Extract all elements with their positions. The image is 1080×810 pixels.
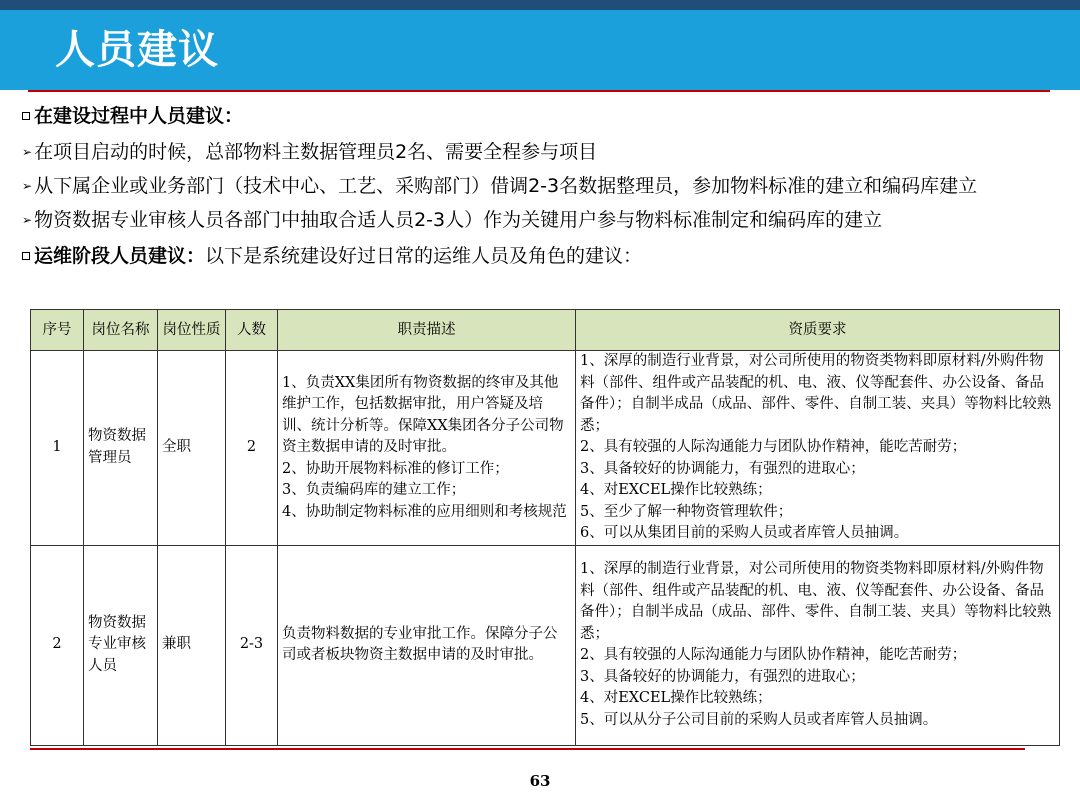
cell-nature: 兼职 xyxy=(158,545,226,745)
header-duties: 职责描述 xyxy=(278,310,576,351)
bullet-list xyxy=(22,98,1057,274)
duty-line: 4、协助制定物料标准的应用细则和考核规范 xyxy=(282,503,567,520)
cell-count: 2 xyxy=(226,351,278,546)
table-row xyxy=(31,545,1060,745)
header-position: 岗位名称 xyxy=(84,310,158,351)
page-number: 63 xyxy=(529,772,551,790)
arrow-bullet-icon: ➢ xyxy=(22,213,33,227)
bullet-text: 在项目启动的时候，总部物料主数据管理员2名、需要全程参与项目 xyxy=(34,141,598,163)
cell-qualifications xyxy=(576,351,1060,546)
arrow-bullet-icon: ➢ xyxy=(22,145,33,159)
qualification-line: 3、具备较好的协调能力，有强烈的进取心； xyxy=(580,460,865,477)
duty-line: 负责物料数据的专业审批工作。保障分子公司或者板块物资主数据申请的及时审批。 xyxy=(282,625,558,663)
cell-duties xyxy=(278,545,576,745)
header-qualifications: 资质要求 xyxy=(576,310,1060,351)
qualification-line: 2、具有较强的人际沟通能力与团队协作精神，能吃苦耐劳； xyxy=(580,647,967,663)
cell-qualifications xyxy=(576,545,1060,745)
top-strip xyxy=(0,0,1080,10)
cell-duties xyxy=(278,351,576,546)
table-row xyxy=(31,351,1060,546)
cell-position: 物资数据专业审核人员 xyxy=(84,545,158,745)
bullet-item xyxy=(22,134,1057,170)
bullet-text: 在建设过程中人员建议： xyxy=(34,105,244,127)
square-bullet-icon xyxy=(22,112,30,120)
duty-line: 1、负责XX集团所有物资数据的终审及其他维护工作，包括数据审批，用户答疑及培训、统计分析等。保障XX集团各分子公司物资主数据申请的及时审批。 xyxy=(282,374,564,455)
bullet-item xyxy=(22,170,1057,202)
duty-line: 3、负责编码库的建立工作； xyxy=(282,482,466,498)
qualification-line: 4、对EXCEL操作比较熟练； xyxy=(580,482,772,498)
cell-no: 2 xyxy=(31,545,84,745)
bullet-text-bold: 运维阶段人员建议： xyxy=(34,245,206,267)
table-header-row xyxy=(31,310,1060,351)
footer-divider xyxy=(30,748,1025,750)
cell-no: 1 xyxy=(31,351,84,546)
personnel-table xyxy=(30,309,1060,746)
bullet-item xyxy=(22,98,1057,134)
qualification-line: 3、具备较好的协调能力，有强烈的进取心； xyxy=(580,668,865,685)
bullet-text: 以下是系统建设好过日常的运维人员及角色的建议： xyxy=(205,245,643,267)
bullet-item xyxy=(22,238,1057,274)
cell-nature: 全职 xyxy=(158,351,226,546)
qualification-line: 2、具有较强的人际沟通能力与团队协作精神，能吃苦耐劳； xyxy=(580,439,967,455)
bullet-item xyxy=(22,202,1057,238)
cell-position: 物资数据管理员 xyxy=(84,351,158,546)
qualification-line: 4、对EXCEL操作比较熟练； xyxy=(580,690,772,706)
qualification-line: 1、深厚的制造行业背景，对公司所使用的物资类物料即原材料/外购件物料（部件、组件或产品装配的机、电、液、仪等配套件、办公设备、备品备件）；自制半成品（成品、部件、零件、自制工装、夹具）等物料比较熟悉； xyxy=(580,561,1052,642)
arrow-bullet-icon: ➢ xyxy=(22,179,33,193)
bullet-text: 物资数据专业审核人员各部门中抽取合适人员2-3人）作为关键用户参与物料标准制定和编码库的建立 xyxy=(34,209,883,231)
bullet-text: 从下属企业或业务部门（技术中心、工艺、采购部门）借调2-3名数据整理员，参加物料标准的建立和编码库建立 xyxy=(34,175,978,197)
cell-count: 2-3 xyxy=(226,545,278,745)
qualification-line: 5、可以从分子公司目前的采购人员或者库管人员抽调。 xyxy=(580,711,938,728)
duty-line: 2、协助开展物料标准的修订工作； xyxy=(282,460,509,477)
header-count: 人数 xyxy=(226,310,278,351)
title-divider xyxy=(28,90,1050,92)
square-bullet-icon xyxy=(22,252,30,260)
qualification-line: 5、至少了解一种物资管理软件； xyxy=(580,503,793,520)
title-bar xyxy=(0,10,1080,90)
header-nature: 岗位性质 xyxy=(158,310,226,351)
qualification-line: 1、深厚的制造行业背景，对公司所使用的物资类物料即原材料/外购件物料（部件、组件或产品装配的机、电、液、仪等配套件、办公设备、备品备件）；自制半成品（成品、部件、零件、自制工装、夹具）等物料比较熟悉； xyxy=(580,353,1052,434)
page-title: 人员建议 xyxy=(55,27,219,73)
qualification-line: 6、可以从集团目前的采购人员或者库管人员抽调。 xyxy=(580,525,909,541)
header-no: 序号 xyxy=(31,310,84,351)
